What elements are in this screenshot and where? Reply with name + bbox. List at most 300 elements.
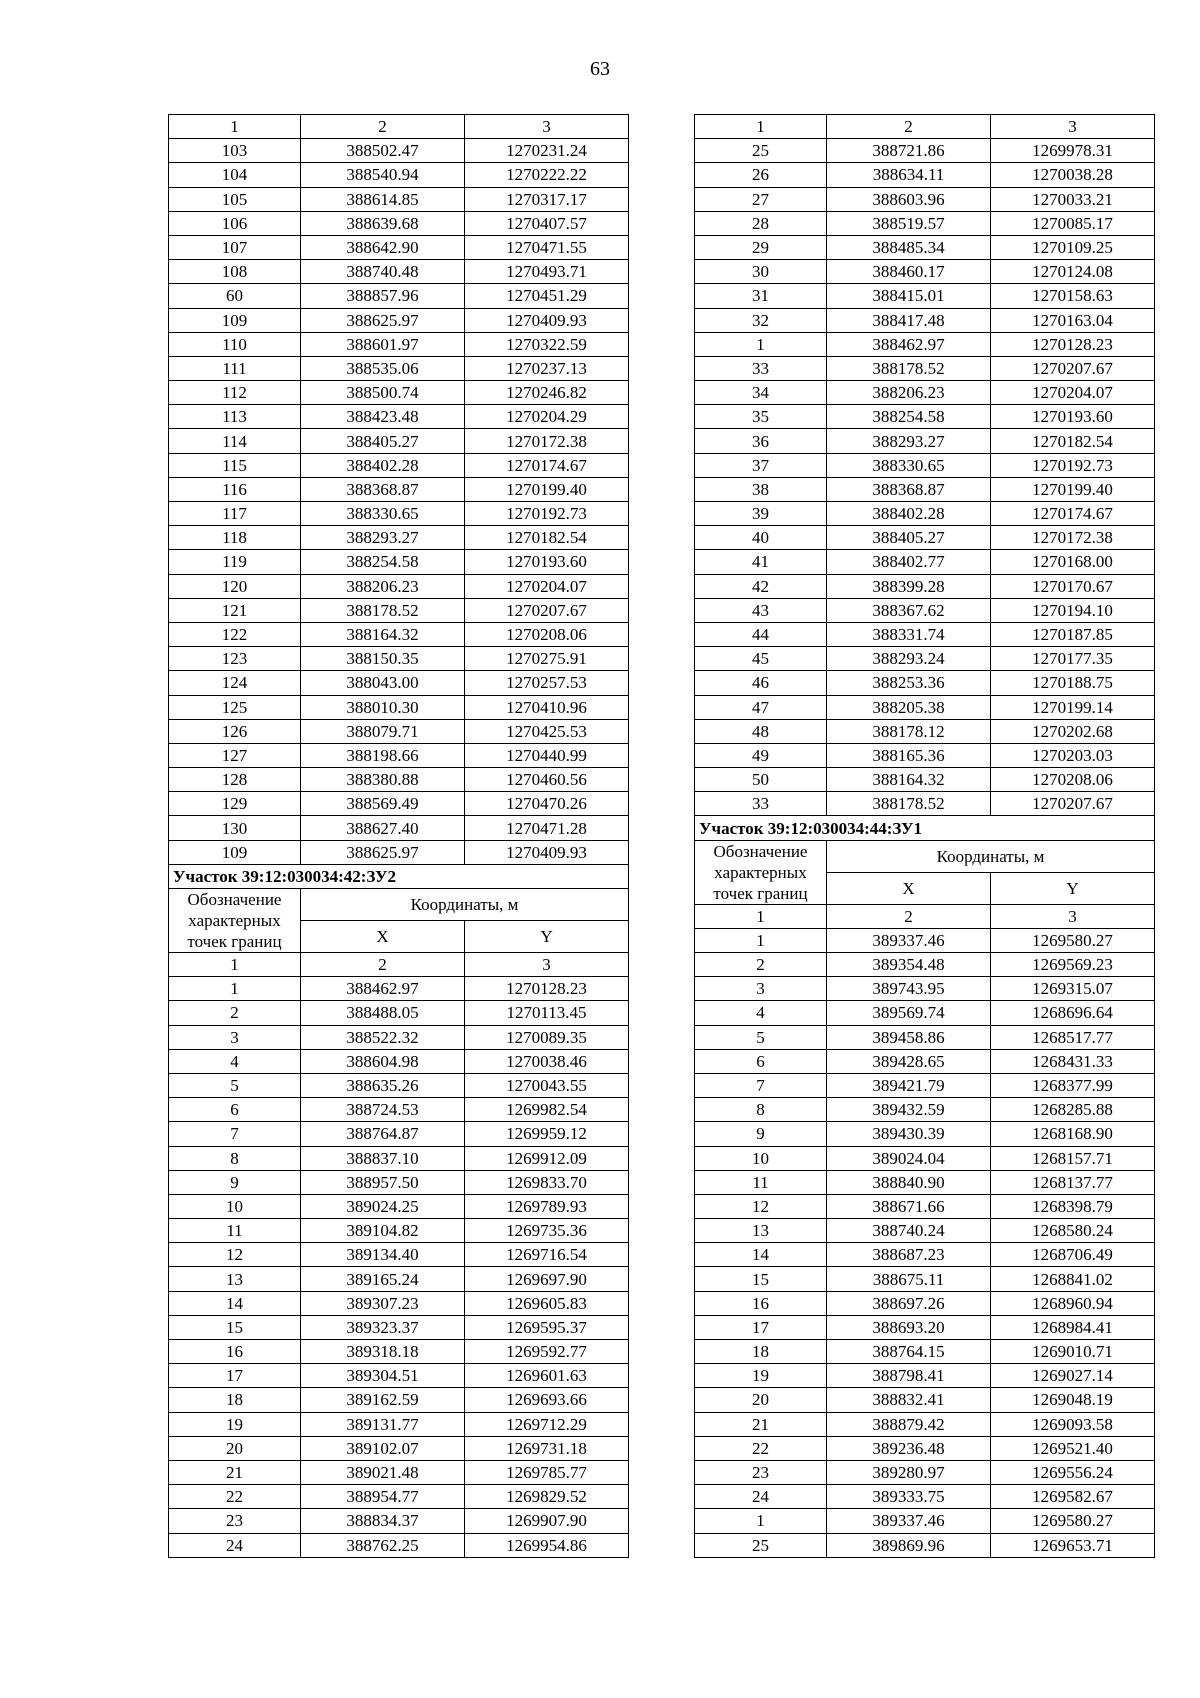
x-coordinate-cell: 388488.05 xyxy=(301,1001,465,1025)
column-number-cell: 2 xyxy=(301,115,465,139)
x-coordinate-cell: 388330.65 xyxy=(827,453,991,477)
y-coordinate-cell: 1268696.64 xyxy=(991,1001,1155,1025)
point-id-cell: 12 xyxy=(695,1194,827,1218)
point-id-cell: 109 xyxy=(169,840,301,864)
y-coordinate-cell: 1270471.55 xyxy=(465,235,629,259)
point-id-cell: 24 xyxy=(695,1485,827,1509)
point-id-cell: 36 xyxy=(695,429,827,453)
y-coordinate-cell: 1270170.67 xyxy=(991,574,1155,598)
point-id-cell: 35 xyxy=(695,405,827,429)
point-id-cell: 121 xyxy=(169,598,301,622)
table-row xyxy=(169,139,629,163)
y-coordinate-cell: 1269580.27 xyxy=(991,928,1155,952)
y-coordinate-cell: 1270471.28 xyxy=(465,816,629,840)
point-id-cell: 45 xyxy=(695,647,827,671)
column-number-cell: 1 xyxy=(169,953,301,977)
point-id-cell: 22 xyxy=(169,1485,301,1509)
section-title-row xyxy=(169,864,629,888)
point-id-cell: 4 xyxy=(169,1049,301,1073)
x-coordinate-cell: 388614.85 xyxy=(301,187,465,211)
point-id-cell: 38 xyxy=(695,477,827,501)
column-number-cell: 2 xyxy=(827,115,991,139)
y-coordinate-cell: 1269582.67 xyxy=(991,1485,1155,1509)
x-coordinate-cell: 388642.90 xyxy=(301,235,465,259)
y-coordinate-cell: 1270172.38 xyxy=(991,526,1155,550)
point-id-cell: 4 xyxy=(695,1001,827,1025)
y-coordinate-cell: 1270177.35 xyxy=(991,647,1155,671)
x-header: X xyxy=(827,872,991,904)
x-coordinate-cell: 388462.97 xyxy=(301,977,465,1001)
point-id-cell: 18 xyxy=(695,1340,827,1364)
table-row xyxy=(695,453,1155,477)
point-id-cell: 33 xyxy=(695,792,827,816)
x-coordinate-cell: 388625.97 xyxy=(301,308,465,332)
table-row xyxy=(169,768,629,792)
y-coordinate-cell: 1269954.86 xyxy=(465,1533,629,1557)
table-row xyxy=(695,743,1155,767)
point-id-cell: 11 xyxy=(695,1170,827,1194)
y-coordinate-cell: 1270409.93 xyxy=(465,308,629,332)
y-coordinate-cell: 1270204.07 xyxy=(465,574,629,598)
x-coordinate-cell: 388740.48 xyxy=(301,260,465,284)
x-coordinate-cell: 388604.98 xyxy=(301,1049,465,1073)
y-coordinate-cell: 1269315.07 xyxy=(991,977,1155,1001)
y-coordinate-cell: 1269712.29 xyxy=(465,1412,629,1436)
table-row xyxy=(169,840,629,864)
table-row xyxy=(169,356,629,380)
table-row xyxy=(695,405,1155,429)
table-row xyxy=(169,502,629,526)
x-coordinate-cell: 389337.46 xyxy=(827,928,991,952)
y-coordinate-cell: 1270188.75 xyxy=(991,671,1155,695)
point-id-cell: 114 xyxy=(169,429,301,453)
x-coordinate-cell: 389337.46 xyxy=(827,1509,991,1533)
column-number-row xyxy=(169,115,629,139)
table-row xyxy=(169,1364,629,1388)
table-row xyxy=(695,977,1155,1001)
point-id-cell: 25 xyxy=(695,1533,827,1557)
section-title: Участок 39:12:030034:42:ЗУ2 xyxy=(169,864,629,888)
table-row xyxy=(695,695,1155,719)
y-coordinate-cell: 1270204.07 xyxy=(991,381,1155,405)
y-coordinate-cell: 1270317.17 xyxy=(465,187,629,211)
y-header: Y xyxy=(465,921,629,953)
table-row xyxy=(695,260,1155,284)
x-coordinate-cell: 388519.57 xyxy=(827,211,991,235)
point-label-header: Обозначение характерных точек границ xyxy=(169,889,301,953)
coordinates-header: Координаты, м xyxy=(301,889,629,921)
y-coordinate-cell: 1268841.02 xyxy=(991,1267,1155,1291)
y-coordinate-cell: 1270410.96 xyxy=(465,695,629,719)
table-row xyxy=(169,977,629,1001)
y-coordinate-cell: 1269785.77 xyxy=(465,1460,629,1484)
x-coordinate-cell: 388635.26 xyxy=(301,1073,465,1097)
page-number: 63 xyxy=(590,58,610,80)
x-coordinate-cell: 388840.90 xyxy=(827,1170,991,1194)
x-coordinate-cell: 388368.87 xyxy=(827,477,991,501)
x-coordinate-cell: 388798.41 xyxy=(827,1364,991,1388)
x-coordinate-cell: 389333.75 xyxy=(827,1485,991,1509)
x-coordinate-cell: 389569.74 xyxy=(827,1001,991,1025)
table-row xyxy=(169,1460,629,1484)
point-id-cell: 125 xyxy=(169,695,301,719)
x-coordinate-cell: 388957.50 xyxy=(301,1170,465,1194)
x-coordinate-cell: 389165.24 xyxy=(301,1267,465,1291)
point-id-cell: 23 xyxy=(695,1460,827,1484)
y-coordinate-cell: 1270275.91 xyxy=(465,647,629,671)
x-coordinate-cell: 388330.65 xyxy=(301,502,465,526)
x-coordinate-cell: 388399.28 xyxy=(827,574,991,598)
point-id-cell: 107 xyxy=(169,235,301,259)
column-number-row xyxy=(695,904,1155,928)
table-row xyxy=(695,1291,1155,1315)
table-row xyxy=(695,768,1155,792)
x-coordinate-cell: 389024.04 xyxy=(827,1146,991,1170)
x-coordinate-cell: 388522.32 xyxy=(301,1025,465,1049)
point-id-cell: 105 xyxy=(169,187,301,211)
x-coordinate-cell: 388415.01 xyxy=(827,284,991,308)
point-id-cell: 106 xyxy=(169,211,301,235)
y-coordinate-cell: 1270207.67 xyxy=(991,792,1155,816)
coordinates-header: Координаты, м xyxy=(827,840,1155,872)
table-row xyxy=(695,381,1155,405)
y-coordinate-cell: 1270182.54 xyxy=(465,526,629,550)
x-coordinate-cell: 388500.74 xyxy=(301,381,465,405)
x-coordinate-cell: 388423.48 xyxy=(301,405,465,429)
table-row xyxy=(695,1146,1155,1170)
point-id-cell: 110 xyxy=(169,332,301,356)
y-coordinate-cell: 1270246.82 xyxy=(465,381,629,405)
table-row xyxy=(169,1315,629,1339)
point-id-cell: 29 xyxy=(695,235,827,259)
y-coordinate-cell: 1270128.23 xyxy=(991,332,1155,356)
y-coordinate-cell: 1269716.54 xyxy=(465,1243,629,1267)
point-id-cell: 116 xyxy=(169,477,301,501)
x-coordinate-cell: 389307.23 xyxy=(301,1291,465,1315)
y-coordinate-cell: 1270208.06 xyxy=(991,768,1155,792)
y-coordinate-cell: 1270182.54 xyxy=(991,429,1155,453)
x-coordinate-cell: 388254.58 xyxy=(827,405,991,429)
table-row xyxy=(695,235,1155,259)
table-row xyxy=(695,671,1155,695)
x-coordinate-cell: 388293.27 xyxy=(301,526,465,550)
table-row xyxy=(695,1073,1155,1097)
y-coordinate-cell: 1270222.22 xyxy=(465,163,629,187)
table-row xyxy=(169,1146,629,1170)
table-row xyxy=(169,1073,629,1097)
x-coordinate-cell: 388206.23 xyxy=(827,381,991,405)
x-coordinate-cell: 389428.65 xyxy=(827,1049,991,1073)
x-coordinate-cell: 388460.17 xyxy=(827,260,991,284)
y-coordinate-cell: 1269048.19 xyxy=(991,1388,1155,1412)
table-row xyxy=(169,1098,629,1122)
x-coordinate-cell: 388405.27 xyxy=(301,429,465,453)
y-coordinate-cell: 1269580.27 xyxy=(991,1509,1155,1533)
y-coordinate-cell: 1269978.31 xyxy=(991,139,1155,163)
y-coordinate-cell: 1268580.24 xyxy=(991,1219,1155,1243)
point-id-cell: 104 xyxy=(169,163,301,187)
x-coordinate-cell: 389104.82 xyxy=(301,1219,465,1243)
point-id-cell: 115 xyxy=(169,453,301,477)
x-coordinate-cell: 388164.32 xyxy=(827,768,991,792)
x-coordinate-cell: 388206.23 xyxy=(301,574,465,598)
y-coordinate-cell: 1270187.85 xyxy=(991,622,1155,646)
table-row xyxy=(695,1388,1155,1412)
point-id-cell: 23 xyxy=(169,1509,301,1533)
y-coordinate-cell: 1270199.40 xyxy=(465,477,629,501)
y-coordinate-cell: 1268168.90 xyxy=(991,1122,1155,1146)
x-coordinate-cell: 388462.97 xyxy=(827,332,991,356)
table-row xyxy=(695,1025,1155,1049)
table-row xyxy=(169,235,629,259)
table-row xyxy=(695,1122,1155,1146)
point-id-cell: 3 xyxy=(169,1025,301,1049)
table-row xyxy=(169,1436,629,1460)
table-row xyxy=(695,1364,1155,1388)
point-id-cell: 10 xyxy=(695,1146,827,1170)
column-number-row xyxy=(169,953,629,977)
table-row xyxy=(169,671,629,695)
point-id-cell: 31 xyxy=(695,284,827,308)
y-coordinate-cell: 1270409.93 xyxy=(465,840,629,864)
y-coordinate-cell: 1270038.46 xyxy=(465,1049,629,1073)
point-id-cell: 15 xyxy=(169,1315,301,1339)
y-coordinate-cell: 1270193.60 xyxy=(991,405,1155,429)
table-row xyxy=(695,792,1155,816)
y-coordinate-cell: 1268984.41 xyxy=(991,1315,1155,1339)
x-coordinate-cell: 388625.97 xyxy=(301,840,465,864)
point-id-cell: 1 xyxy=(695,928,827,952)
point-id-cell: 48 xyxy=(695,719,827,743)
x-coordinate-cell: 389102.07 xyxy=(301,1436,465,1460)
x-coordinate-cell: 388540.94 xyxy=(301,163,465,187)
x-coordinate-cell: 389323.37 xyxy=(301,1315,465,1339)
point-id-cell: 19 xyxy=(695,1364,827,1388)
x-coordinate-cell: 389134.40 xyxy=(301,1243,465,1267)
table-row xyxy=(695,1243,1155,1267)
table-row xyxy=(695,332,1155,356)
table-row xyxy=(169,695,629,719)
y-coordinate-cell: 1270199.40 xyxy=(991,477,1155,501)
table-row xyxy=(695,1485,1155,1509)
y-coordinate-cell: 1269093.58 xyxy=(991,1412,1155,1436)
x-coordinate-cell: 388178.12 xyxy=(827,719,991,743)
x-coordinate-cell: 389021.48 xyxy=(301,1460,465,1484)
column-number-cell: 3 xyxy=(465,115,629,139)
x-coordinate-cell: 389354.48 xyxy=(827,953,991,977)
x-coordinate-cell: 388205.38 xyxy=(827,695,991,719)
table-row xyxy=(169,405,629,429)
x-coordinate-cell: 389421.79 xyxy=(827,1073,991,1097)
point-id-cell: 33 xyxy=(695,356,827,380)
x-coordinate-cell: 388165.36 xyxy=(827,743,991,767)
table-row xyxy=(169,1243,629,1267)
y-coordinate-cell: 1270128.23 xyxy=(465,977,629,1001)
y-coordinate-cell: 1269833.70 xyxy=(465,1170,629,1194)
table-row xyxy=(695,429,1155,453)
right-coordinates-table xyxy=(694,114,1155,1558)
y-coordinate-cell: 1270237.13 xyxy=(465,356,629,380)
table-row xyxy=(169,526,629,550)
column-number-cell: 1 xyxy=(169,115,301,139)
y-coordinate-cell: 1269697.90 xyxy=(465,1267,629,1291)
y-coordinate-cell: 1270168.00 xyxy=(991,550,1155,574)
table-row xyxy=(695,1533,1155,1557)
point-id-cell: 9 xyxy=(169,1170,301,1194)
y-coordinate-cell: 1270085.17 xyxy=(991,211,1155,235)
y-coordinate-cell: 1270199.14 xyxy=(991,695,1155,719)
x-coordinate-cell: 388832.41 xyxy=(827,1388,991,1412)
point-id-cell: 7 xyxy=(169,1122,301,1146)
x-coordinate-cell: 388724.53 xyxy=(301,1098,465,1122)
point-id-cell: 129 xyxy=(169,792,301,816)
table-row xyxy=(695,1001,1155,1025)
table-row xyxy=(695,187,1155,211)
y-coordinate-cell: 1269595.37 xyxy=(465,1315,629,1339)
y-coordinate-cell: 1270257.53 xyxy=(465,671,629,695)
table-row xyxy=(695,1098,1155,1122)
point-id-cell: 25 xyxy=(695,139,827,163)
table-row xyxy=(169,1267,629,1291)
x-coordinate-cell: 388762.25 xyxy=(301,1533,465,1557)
point-id-cell: 20 xyxy=(169,1436,301,1460)
table-row xyxy=(169,308,629,332)
table-row xyxy=(169,284,629,308)
table-row xyxy=(695,1509,1155,1533)
point-id-cell: 27 xyxy=(695,187,827,211)
table-row xyxy=(169,1170,629,1194)
table-row xyxy=(169,719,629,743)
y-coordinate-cell: 1270208.06 xyxy=(465,622,629,646)
table-row xyxy=(695,502,1155,526)
point-id-cell: 10 xyxy=(169,1194,301,1218)
point-id-cell: 118 xyxy=(169,526,301,550)
y-coordinate-cell: 1270113.45 xyxy=(465,1001,629,1025)
x-coordinate-cell: 389743.95 xyxy=(827,977,991,1001)
point-id-cell: 8 xyxy=(169,1146,301,1170)
point-id-cell: 16 xyxy=(169,1340,301,1364)
y-coordinate-cell: 1269653.71 xyxy=(991,1533,1155,1557)
x-coordinate-cell: 389024.25 xyxy=(301,1194,465,1218)
point-id-cell: 108 xyxy=(169,260,301,284)
point-id-cell: 7 xyxy=(695,1073,827,1097)
y-coordinate-cell: 1269605.83 xyxy=(465,1291,629,1315)
y-coordinate-cell: 1270043.55 xyxy=(465,1073,629,1097)
point-id-cell: 1 xyxy=(695,332,827,356)
section-title: Участок 39:12:030034:44:ЗУ1 xyxy=(695,816,1155,840)
table-row xyxy=(169,1388,629,1412)
x-coordinate-cell: 388687.23 xyxy=(827,1243,991,1267)
table-row xyxy=(695,647,1155,671)
x-coordinate-cell: 388331.74 xyxy=(827,622,991,646)
y-coordinate-cell: 1269556.24 xyxy=(991,1460,1155,1484)
point-id-cell: 16 xyxy=(695,1291,827,1315)
point-id-cell: 39 xyxy=(695,502,827,526)
y-coordinate-cell: 1268285.88 xyxy=(991,1098,1155,1122)
table-row xyxy=(169,1340,629,1364)
column-number-cell: 3 xyxy=(465,953,629,977)
table-row xyxy=(695,574,1155,598)
y-coordinate-cell: 1270207.67 xyxy=(991,356,1155,380)
y-coordinate-cell: 1270203.03 xyxy=(991,743,1155,767)
table-row xyxy=(169,598,629,622)
x-coordinate-cell: 388671.66 xyxy=(827,1194,991,1218)
y-coordinate-cell: 1270038.28 xyxy=(991,163,1155,187)
x-coordinate-cell: 389162.59 xyxy=(301,1388,465,1412)
point-id-cell: 17 xyxy=(695,1315,827,1339)
y-coordinate-cell: 1268137.77 xyxy=(991,1170,1155,1194)
table-row xyxy=(695,1267,1155,1291)
y-coordinate-cell: 1269731.18 xyxy=(465,1436,629,1460)
point-id-cell: 18 xyxy=(169,1388,301,1412)
point-id-cell: 26 xyxy=(695,163,827,187)
table-row xyxy=(169,453,629,477)
table-row xyxy=(169,743,629,767)
table-row xyxy=(169,1122,629,1146)
x-coordinate-cell: 388603.96 xyxy=(827,187,991,211)
y-coordinate-cell: 1269912.09 xyxy=(465,1146,629,1170)
table-row xyxy=(695,928,1155,952)
x-coordinate-cell: 388079.71 xyxy=(301,719,465,743)
point-id-cell: 123 xyxy=(169,647,301,671)
point-id-cell: 32 xyxy=(695,308,827,332)
table-row xyxy=(695,1170,1155,1194)
y-coordinate-cell: 1269789.93 xyxy=(465,1194,629,1218)
y-coordinate-cell: 1270204.29 xyxy=(465,405,629,429)
table-row xyxy=(695,356,1155,380)
y-header: Y xyxy=(991,872,1155,904)
x-coordinate-cell: 388721.86 xyxy=(827,139,991,163)
table-row xyxy=(169,1025,629,1049)
point-label-header: Обозначение характерных точек границ xyxy=(695,840,827,904)
x-coordinate-cell: 389304.51 xyxy=(301,1364,465,1388)
x-coordinate-cell: 388485.34 xyxy=(827,235,991,259)
table-row xyxy=(169,816,629,840)
point-id-cell: 15 xyxy=(695,1267,827,1291)
point-id-cell: 14 xyxy=(169,1291,301,1315)
y-coordinate-cell: 1270109.25 xyxy=(991,235,1155,259)
table-row xyxy=(695,1194,1155,1218)
y-coordinate-cell: 1270194.10 xyxy=(991,598,1155,622)
x-coordinate-cell: 389458.86 xyxy=(827,1025,991,1049)
table-row xyxy=(169,1485,629,1509)
table-row xyxy=(695,550,1155,574)
x-coordinate-cell: 388857.96 xyxy=(301,284,465,308)
point-id-cell: 30 xyxy=(695,260,827,284)
point-id-cell: 1 xyxy=(169,977,301,1001)
point-id-cell: 21 xyxy=(169,1460,301,1484)
table-row xyxy=(169,622,629,646)
y-coordinate-cell: 1270493.71 xyxy=(465,260,629,284)
table-row xyxy=(695,1460,1155,1484)
table-row xyxy=(695,1412,1155,1436)
point-id-cell: 5 xyxy=(169,1073,301,1097)
table-row xyxy=(695,1315,1155,1339)
x-coordinate-cell: 388293.24 xyxy=(827,647,991,671)
table-row xyxy=(169,1412,629,1436)
point-id-cell: 2 xyxy=(169,1001,301,1025)
point-id-cell: 47 xyxy=(695,695,827,719)
table-row xyxy=(169,792,629,816)
x-coordinate-cell: 389131.77 xyxy=(301,1412,465,1436)
x-coordinate-cell: 388010.30 xyxy=(301,695,465,719)
point-id-cell: 119 xyxy=(169,550,301,574)
point-id-cell: 11 xyxy=(169,1219,301,1243)
point-id-cell: 37 xyxy=(695,453,827,477)
table-row xyxy=(169,163,629,187)
x-coordinate-cell: 388502.47 xyxy=(301,139,465,163)
x-coordinate-cell: 388417.48 xyxy=(827,308,991,332)
